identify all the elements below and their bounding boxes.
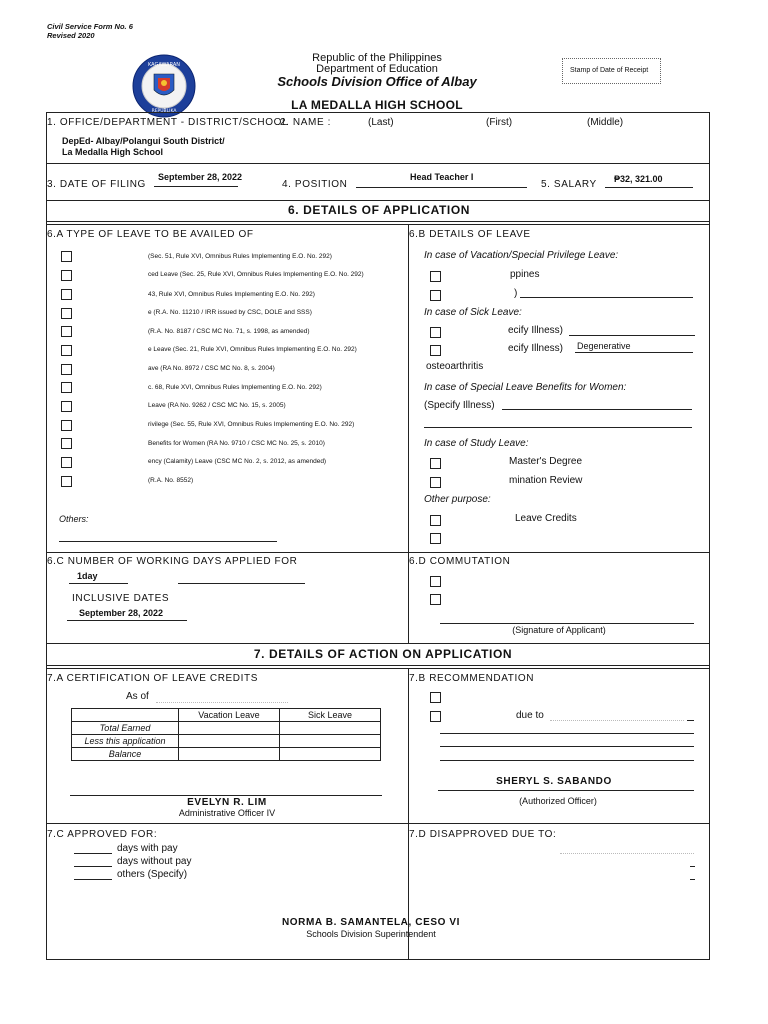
column-divider [408, 224, 409, 643]
salary-label: 5. SALARY [541, 179, 597, 190]
vacation-option-label: ppines [510, 269, 540, 280]
others-specify-label: others (Specify) [117, 869, 188, 880]
deped-seal-logo [132, 54, 196, 118]
vacation-option-label: ) [514, 288, 518, 299]
underline [69, 583, 128, 584]
leave-type-label: ency (Calamity) Leave (CSC MC No. 2, s. 2012, as amended) [148, 458, 327, 465]
days-line [74, 879, 112, 880]
disapproved-line [690, 866, 695, 867]
section7a-label: 7.A CERTIFICATION OF LEAVE CREDITS [47, 673, 258, 684]
study-option-label: Master's Degree [509, 456, 583, 467]
divider [47, 552, 710, 553]
table-header-cell: Sick Leave [280, 709, 381, 722]
leave-type-label: (Sec. 51, Rule XVI, Omnibus Rules Implementing E.O. No. 292) [148, 253, 332, 260]
specify-line [569, 335, 695, 336]
recommendation-checkbox[interactable] [430, 692, 441, 703]
recommendation-line [440, 733, 694, 734]
office-value-line2: La Medalla High School [62, 147, 164, 157]
leave-type-checkbox[interactable] [61, 345, 72, 356]
disapproved-line [560, 853, 694, 854]
table-cell[interactable] [280, 722, 381, 735]
receipt-stamp-box [562, 58, 661, 84]
receipt-stamp-label: Stamp of Date of Receipt [570, 67, 649, 74]
section6d-label: 6.D COMMUTATION [409, 556, 511, 567]
leave-credits-table [71, 708, 381, 761]
commutation-checkbox[interactable] [430, 576, 441, 587]
section6a-label: 6.A TYPE OF LEAVE TO BE AVAILED OF [47, 229, 254, 240]
position-value[interactable]: Head Teacher I [410, 172, 474, 182]
as-of-line [156, 702, 288, 703]
underline [356, 187, 527, 188]
sick-illness-value[interactable]: Degenerative [577, 341, 631, 351]
name-last-label: (Last) [368, 117, 394, 128]
header-department: Department of Education [316, 63, 438, 75]
women-heading: In case of Special Leave Benefits for Women: [424, 382, 627, 393]
recommendation-line [440, 760, 694, 761]
study-option-checkbox[interactable] [430, 477, 441, 488]
vacation-option-checkbox[interactable] [430, 271, 441, 282]
form-revision: Revised 2020 [47, 31, 95, 40]
due-to-line [550, 720, 684, 721]
leave-type-label: ave (RA No. 8972 / CSC MC No. 8, s. 2004) [148, 365, 275, 372]
leave-type-label: e Leave (Sec. 21, Rule XVI, Omnibus Rules Implementing E.O. No. 292) [148, 346, 357, 353]
name-middle-label: (Middle) [587, 117, 624, 128]
section6b-label: 6.B DETAILS OF LEAVE [409, 229, 531, 240]
leave-type-checkbox[interactable] [61, 476, 72, 487]
date-of-filing-value[interactable]: September 28, 2022 [158, 172, 243, 182]
office-value-line1: DepEd- Albay/Polangui South District/ [62, 136, 225, 146]
vacation-option-checkbox[interactable] [430, 290, 441, 301]
table-cell[interactable] [280, 748, 381, 761]
divider [47, 163, 710, 164]
specify-line [520, 297, 693, 298]
others-label: Others: [59, 514, 89, 524]
table-cell[interactable] [280, 735, 381, 748]
leave-type-label: ced Leave (Sec. 25, Rule XVI, Omnibus Rules Implementing E.O. No. 292) [148, 271, 364, 278]
certifier-name: EVELYN R. LIM [187, 797, 267, 808]
header-office: Schools Division Office of Albay [277, 74, 477, 89]
days-without-pay-label: days without pay [117, 856, 192, 867]
divider [47, 224, 710, 225]
date-of-filing-label: 3. DATE OF FILING [47, 179, 146, 190]
leave-type-checkbox[interactable] [61, 251, 72, 262]
leave-type-checkbox[interactable] [61, 270, 72, 281]
specify-line [502, 409, 692, 410]
as-of-label: As of [126, 691, 149, 702]
inclusive-dates-value[interactable]: September 28, 2022 [79, 608, 164, 618]
name-label: 2. NAME : [280, 117, 331, 128]
leave-type-checkbox[interactable] [61, 420, 72, 431]
svg-text:REPUBLIKA: REPUBLIKA [151, 109, 177, 114]
sick-option-checkbox[interactable] [430, 327, 441, 338]
divider [47, 643, 710, 644]
form-number: Civil Service Form No. 6 [47, 22, 133, 31]
leave-type-checkbox[interactable] [61, 401, 72, 412]
commutation-checkbox[interactable] [430, 594, 441, 605]
days-with-pay-label: days with pay [117, 843, 178, 854]
leave-type-label: Benefits for Women (RA No. 9710 / CSC MC No. 25, s. 2010) [148, 440, 325, 447]
table-header-cell: Vacation Leave [179, 709, 280, 722]
due-to-line [687, 720, 694, 721]
other-purpose-label: Leave Credits [515, 513, 577, 524]
table-header-cell [72, 709, 179, 722]
leave-type-checkbox[interactable] [61, 289, 72, 300]
divider [47, 221, 710, 222]
header-school: LA MEDALLA HIGH SCHOOL [291, 98, 463, 112]
signature-line [438, 790, 694, 791]
leave-type-label: e (R.A. No. 11210 / IRR issued by CSC, DOLE and SSS) [148, 309, 312, 316]
leave-type-checkbox[interactable] [61, 438, 72, 449]
leave-type-label: c. 68, Rule XVI, Omnibus Rules Implementing E.O. No. 292) [148, 384, 322, 391]
table-cell[interactable] [179, 748, 280, 761]
underline [178, 583, 305, 584]
table-cell[interactable] [179, 735, 280, 748]
position-label: 4. POSITION [282, 179, 348, 190]
svg-text:KAGAWARAN: KAGAWARAN [147, 62, 181, 68]
table-row-label: Balance [72, 748, 179, 761]
other-purpose-heading: Other purpose: [424, 494, 491, 505]
days-line [74, 853, 112, 854]
leave-type-checkbox[interactable] [61, 326, 72, 337]
sick-illness-value-cont[interactable]: osteoarthritis [426, 361, 484, 372]
divider [47, 665, 710, 666]
divider [47, 200, 710, 201]
table-cell[interactable] [179, 722, 280, 735]
vacation-heading: In case of Vacation/Special Privilege Leave: [424, 250, 619, 261]
sick-option-checkbox[interactable] [430, 345, 441, 356]
table-row-label: Total Earned [72, 722, 179, 735]
others-line [59, 541, 277, 542]
section7b-label: 7.B RECOMMENDATION [409, 673, 535, 684]
specify-line [575, 352, 693, 353]
superintendent-name: NORMA B. SAMANTELA, CESO VI [281, 917, 461, 928]
inclusive-dates-label: INCLUSIVE DATES [72, 593, 170, 604]
working-days-value[interactable]: 1day [77, 571, 98, 581]
superintendent-title: Schools Division Superintendent [306, 929, 436, 939]
sick-option-label: ecify Illness) [508, 343, 564, 354]
due-to-label: due to [516, 710, 544, 721]
header-republic: Republic of the Philippines [312, 52, 442, 64]
signature-line [70, 795, 382, 796]
women-specify-label: (Specify Illness) [424, 400, 495, 411]
table-row-label: Less this application [72, 735, 179, 748]
signature-line [440, 623, 694, 624]
section6c-label: 6.C NUMBER OF WORKING DAYS APPLIED FOR [47, 556, 298, 567]
section7c-label: 7.C APPROVED FOR: [47, 829, 158, 840]
leave-type-label: Leave (RA No. 9262 / CSC MC No. 15, s. 2005) [148, 402, 286, 409]
section6-title: 6. DETAILS OF APPLICATION [287, 203, 471, 217]
recommendation-line [440, 746, 694, 747]
other-purpose-checkbox[interactable] [430, 533, 441, 544]
leave-type-checkbox[interactable] [61, 382, 72, 393]
salary-value[interactable]: ₱32, 321.00 [614, 174, 663, 184]
leave-type-label: rivilege (Sec. 55, Rule XVI, Omnibus Rules Implementing E.O. No. 292) [148, 421, 355, 428]
specify-line [424, 427, 692, 428]
disapproved-line [690, 879, 695, 880]
underline [154, 186, 238, 187]
name-first-label: (First) [486, 117, 513, 128]
study-heading: In case of Study Leave: [424, 438, 529, 449]
study-option-label: mination Review [509, 475, 583, 486]
certifier-title: Administrative Officer IV [178, 808, 276, 818]
leave-type-label: 43, Rule XVI, Omnibus Rules Implementing E.O. No. 292) [148, 291, 315, 298]
leave-type-label: (R.A. No. 8552) [148, 477, 194, 484]
days-line [74, 866, 112, 867]
underline [605, 187, 693, 188]
officer-title: (Authorized Officer) [519, 796, 597, 806]
sick-option-label: ecify Illness) [508, 325, 564, 336]
leave-type-checkbox[interactable] [61, 364, 72, 375]
office-label: 1. OFFICE/DEPARTMENT - DISTRICT/SCHOOL [47, 117, 289, 128]
divider [47, 668, 710, 669]
section7-title: 7. DETAILS OF ACTION ON APPLICATION [253, 647, 513, 661]
other-purpose-checkbox[interactable] [430, 515, 441, 526]
divider [47, 823, 710, 824]
sick-heading: In case of Sick Leave: [424, 307, 522, 318]
study-option-checkbox[interactable] [430, 458, 441, 469]
officer-name: SHERYL S. SABANDO [496, 776, 612, 787]
leave-type-checkbox[interactable] [61, 308, 72, 319]
underline [67, 620, 187, 621]
leave-type-checkbox[interactable] [61, 457, 72, 468]
recommendation-checkbox[interactable] [430, 711, 441, 722]
leave-type-label: (R.A. No. 8187 / CSC MC No. 71, s. 1998, as amended) [148, 328, 310, 335]
signature-label: (Signature of Applicant) [512, 625, 606, 635]
section7d-label: 7.D DISAPPROVED DUE TO: [409, 829, 557, 840]
